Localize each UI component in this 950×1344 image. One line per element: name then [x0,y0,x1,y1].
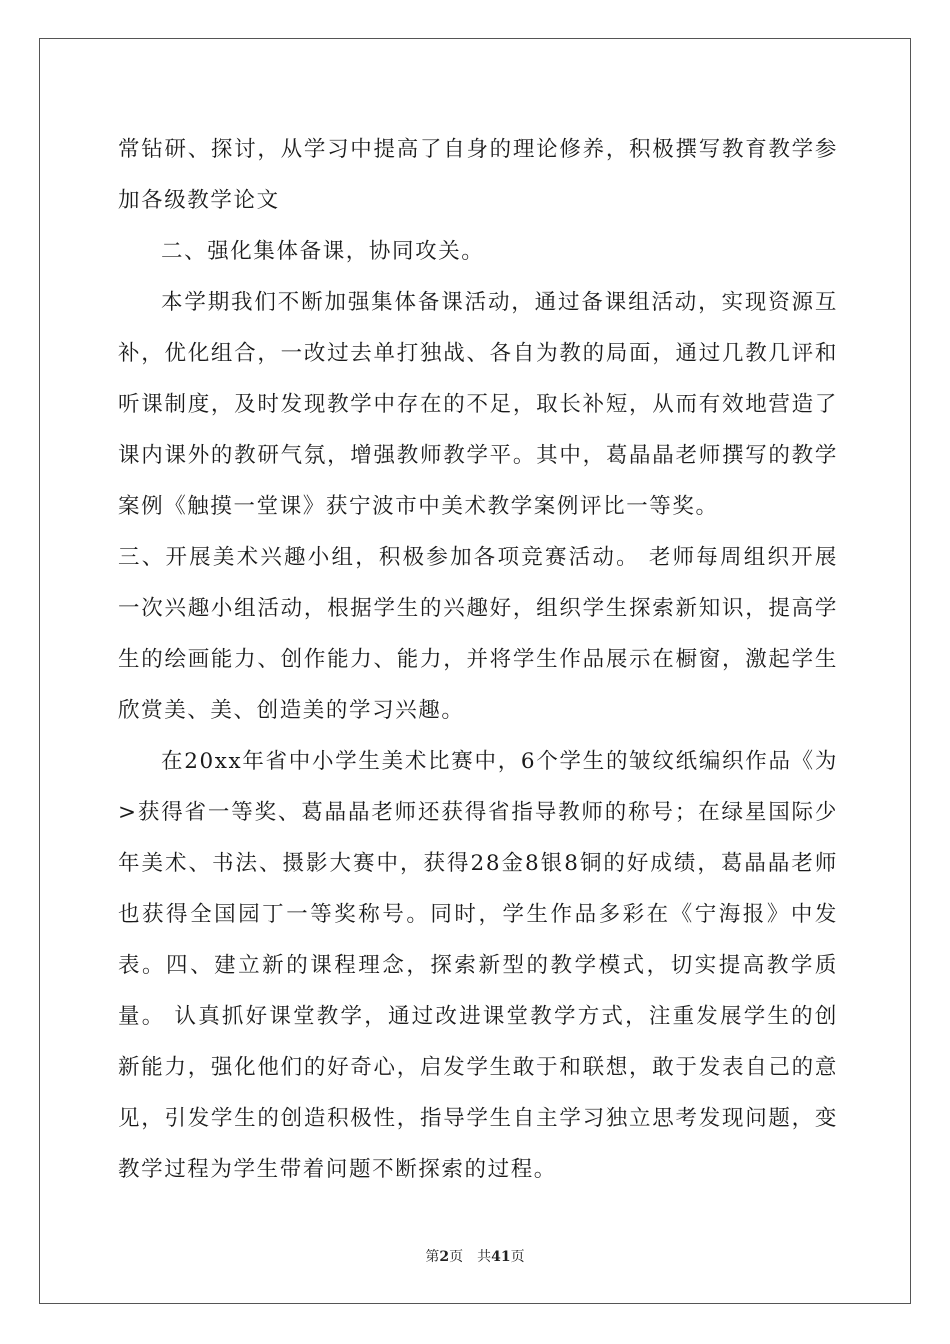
total-prefix: 共 [477,1249,492,1265]
paragraph-3: 本学期我们不断加强集体备课活动，通过备课组活动，实现资源互补，优化组合，一改过去单打独战、各自为教的局面，通过几教几评和听课制度，及时发现教学中存在的不足，取长补短，从而有效地营造了课内课外的教研气氛，增强教师教学平。其中，葛晶晶老师撰写的教学案例《触摸一堂课》获宁波市中美术教学案例评比一等奖。 [118,290,838,519]
document-body [118,124,838,1195]
page-number: 2 [439,1249,450,1265]
total-suffix: 页 [510,1249,525,1265]
page-suffix: 页 [449,1249,464,1265]
paragraph-1: 常钻研、探讨，从学习中提高了自身的理论修养，积极撰写教育教学参加各级教学论文 [118,137,838,213]
total-pages: 41 [491,1249,511,1265]
paragraph-4: 三、开展美术兴趣小组，积极参加各项竞赛活动。 老师每周组织开展一次兴趣小组活动，根据学生的兴趣好，组织学生探索新知识，提高学生的绘画能力、创作能力、能力，并将学生作品展示在橱窗，激起学生欣赏美、美、创造美的学习兴趣。 [118,545,838,723]
paragraph-5: 在20xx年省中小学生美术比赛中，6个学生的皱纹纸编织作品《为>获得省一等奖、葛晶晶老师还获得省指导教师的称号；在绿星国际少年美术、书法、摄影大赛中，获得28金8银8铜的好成绩，葛晶晶老师也获得全国园丁一等奖称号。同时，学生作品多彩在《宁海报》中发表。四、建立新的课程理念，探索新型的教学模式，切实提高教学质量。 认真抓好课堂教学，通过改进课堂教学方式，注重发展学生的创新能力，强化他们的好奇心，启发学生敢于和联想，敢于发表自己的意见，引发学生的创造积极性，指导学生自主学习独立思考发现问题，变教学过程为学生带着问题不断探索的过程。 [118,749,838,1182]
page-prefix: 第 [425,1249,440,1265]
page-footer [0,1247,950,1267]
paragraph-2: 二、强化集体备课，协同攻关。 [161,239,485,264]
